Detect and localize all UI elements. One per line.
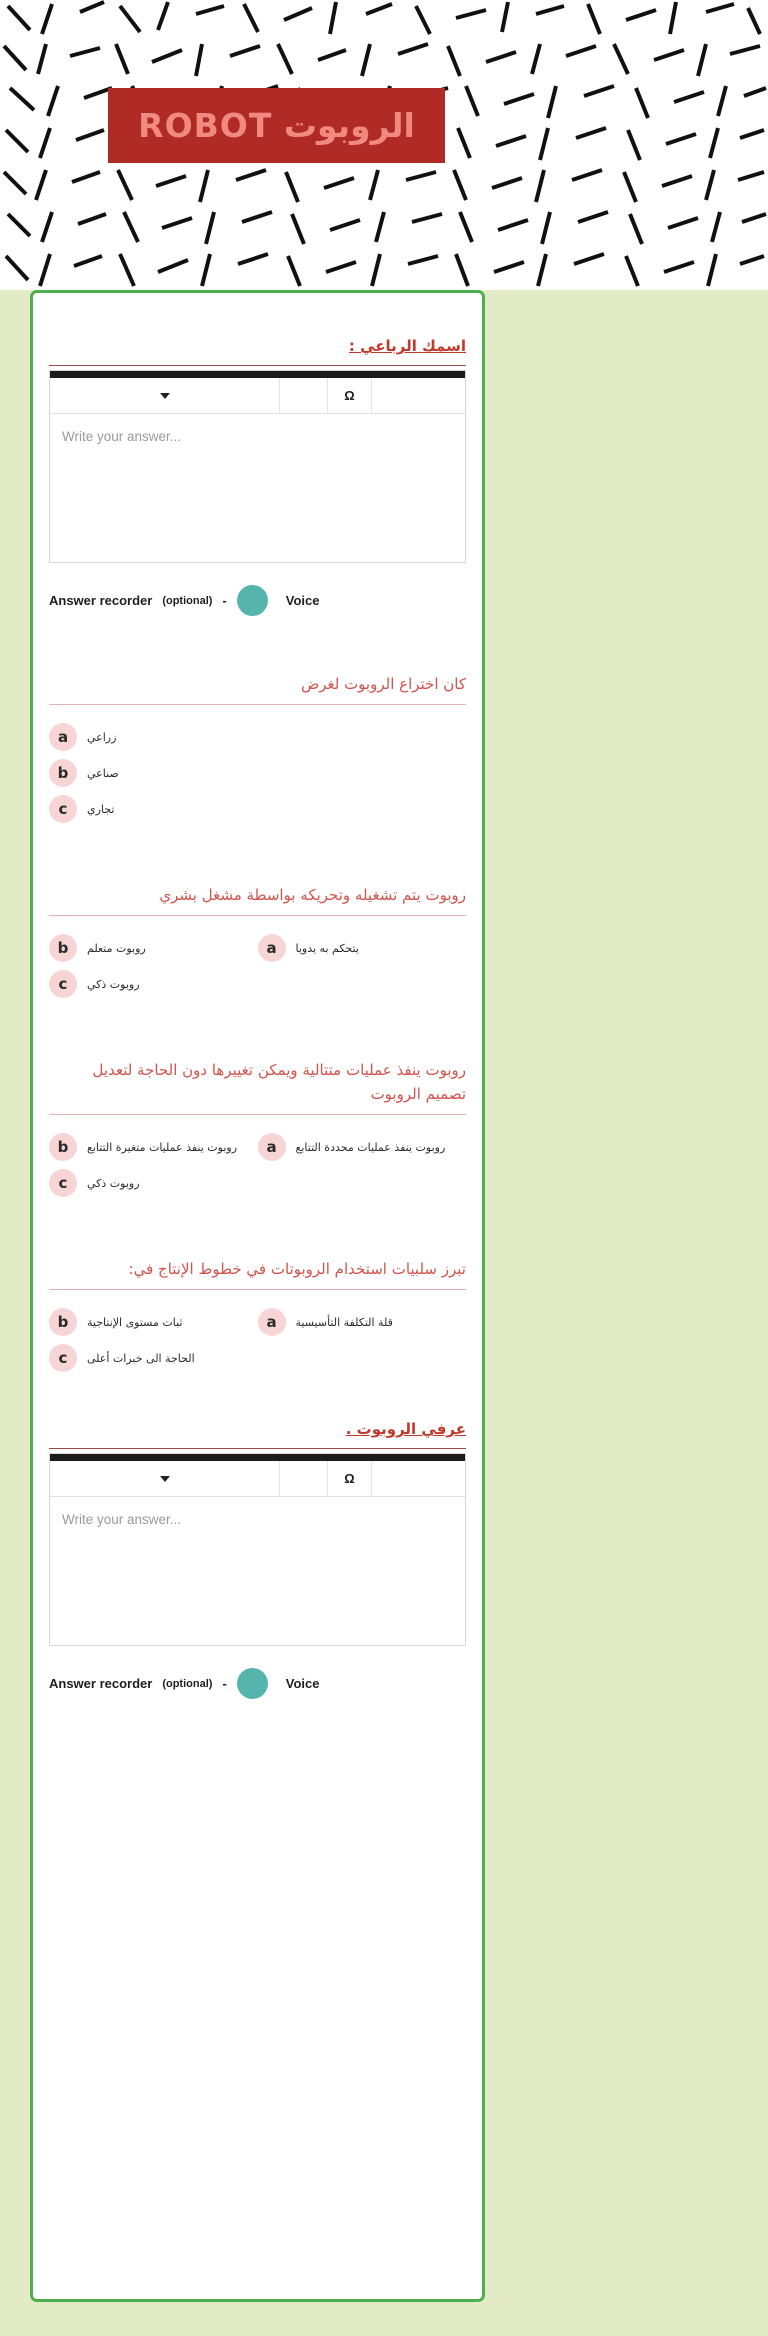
- free-text-question: [49, 293, 466, 616]
- option-row[interactable]: [49, 1340, 466, 1376]
- multiple-choice-question: [49, 616, 466, 827]
- title-banner: [108, 88, 445, 163]
- option-list: [49, 705, 466, 827]
- option-label: روبوت متعلم: [87, 941, 146, 955]
- option-row[interactable]: [49, 719, 466, 755]
- style-dropdown[interactable]: [50, 378, 280, 414]
- option-row[interactable]: [49, 930, 258, 966]
- recorder-label: Answer recorder: [49, 1676, 153, 1691]
- voice-record-button[interactable]: [237, 585, 268, 616]
- voice-record-button[interactable]: [237, 1668, 268, 1699]
- option-row[interactable]: [49, 1165, 466, 1201]
- worksheet-card: [30, 290, 485, 2302]
- option-row[interactable]: [49, 966, 466, 1002]
- answer-placeholder: Write your answer...: [62, 429, 182, 444]
- option-letter-bubble[interactable]: c: [49, 1169, 77, 1197]
- recorder-dash: -: [222, 593, 227, 608]
- option-letter-bubble[interactable]: b: [49, 759, 77, 787]
- rich-text-editor: [49, 370, 466, 563]
- question-divider: [49, 365, 466, 366]
- multiple-choice-question: [49, 1002, 466, 1201]
- multiple-choice-question: [49, 827, 466, 1002]
- answer-textarea[interactable]: [50, 414, 465, 562]
- option-label: روبوت ينفذ عمليات محددة التتابع: [295, 1140, 446, 1154]
- special-character-button[interactable]: Ω: [328, 1461, 372, 1497]
- option-letter-bubble[interactable]: a: [49, 723, 77, 751]
- page-title: الروبوت ROBOT: [138, 106, 415, 145]
- chevron-down-icon: [160, 1476, 170, 1482]
- question-heading: اسمك الرباعي :: [348, 337, 466, 355]
- voice-label: Voice: [285, 593, 320, 608]
- answer-textarea[interactable]: [50, 1497, 465, 1645]
- option-row[interactable]: [49, 1129, 258, 1165]
- option-list: [49, 1290, 466, 1376]
- question-heading: عرفي الروبوت .: [345, 1420, 466, 1438]
- question-heading: روبوت ينفذ عمليات متتالية ويمكن تغييرها دون الحاجة لتعديل تصميم الروبوت: [92, 1061, 466, 1103]
- option-letter-bubble[interactable]: b: [49, 1308, 77, 1336]
- option-label: يتحكم به يدويا: [295, 941, 359, 955]
- free-text-question: [49, 1376, 466, 1699]
- voice-label: Voice: [285, 1676, 320, 1691]
- option-row[interactable]: [49, 791, 466, 827]
- toolbar-group-2[interactable]: [372, 1461, 465, 1497]
- option-letter-bubble[interactable]: c: [49, 795, 77, 823]
- option-letter-bubble[interactable]: c: [49, 1344, 77, 1372]
- toolbar-group-1[interactable]: [280, 378, 328, 414]
- option-letter-bubble[interactable]: a: [258, 1308, 286, 1336]
- chevron-down-icon: [160, 393, 170, 399]
- option-label: روبوت ينفذ عمليات متغيرة التتابع: [87, 1140, 238, 1154]
- question-heading: كان اختراع الروبوت لغرض: [301, 675, 466, 693]
- rich-text-editor: [49, 1453, 466, 1646]
- option-letter-bubble[interactable]: a: [258, 1133, 286, 1161]
- option-label: روبوت ذكي: [87, 977, 140, 991]
- answer-recorder-row: [49, 1646, 466, 1699]
- option-row[interactable]: [258, 930, 467, 966]
- question-heading: روبوت يتم تشغيله وتحريكه بواسطة مشغل بشري: [159, 886, 466, 904]
- option-label: روبوت ذكي: [87, 1176, 140, 1190]
- special-character-button[interactable]: Ω: [328, 378, 372, 414]
- option-letter-bubble[interactable]: c: [49, 970, 77, 998]
- multiple-choice-question: [49, 1201, 466, 1376]
- option-row[interactable]: [258, 1129, 467, 1165]
- option-label: صناعي: [87, 766, 119, 780]
- recorder-label: Answer recorder: [49, 593, 153, 608]
- answer-placeholder: Write your answer...: [62, 1512, 182, 1527]
- option-row[interactable]: [258, 1304, 467, 1340]
- option-row[interactable]: [49, 755, 466, 791]
- option-label: قلة التكلفة التأسيسية: [295, 1315, 393, 1329]
- option-label: تجاري: [87, 802, 115, 816]
- option-letter-bubble[interactable]: a: [258, 934, 286, 962]
- option-row[interactable]: [49, 1304, 258, 1340]
- toolbar-group-1[interactable]: [280, 1461, 328, 1497]
- option-list: [49, 916, 466, 1002]
- editor-toolbar: [50, 1461, 465, 1497]
- option-list: [49, 1115, 466, 1201]
- recorder-optional-label: (optional): [162, 594, 213, 607]
- option-label: ثبات مستوى الإنتاجية: [87, 1315, 183, 1329]
- answer-recorder-row: [49, 563, 466, 616]
- option-label: زراعي: [87, 730, 117, 744]
- editor-toolbar: [50, 378, 465, 414]
- option-letter-bubble[interactable]: b: [49, 1133, 77, 1161]
- question-divider: [49, 1448, 466, 1449]
- style-dropdown[interactable]: [50, 1461, 280, 1497]
- option-letter-bubble[interactable]: b: [49, 934, 77, 962]
- question-heading: تبرز سلبيات استخدام الروبوتات في خطوط الإنتاج في:: [128, 1260, 466, 1278]
- option-label: الحاجة الى خبرات أعلى: [87, 1351, 195, 1365]
- toolbar-group-2[interactable]: [372, 378, 465, 414]
- recorder-optional-label: (optional): [162, 1677, 213, 1690]
- recorder-dash: -: [222, 1676, 227, 1691]
